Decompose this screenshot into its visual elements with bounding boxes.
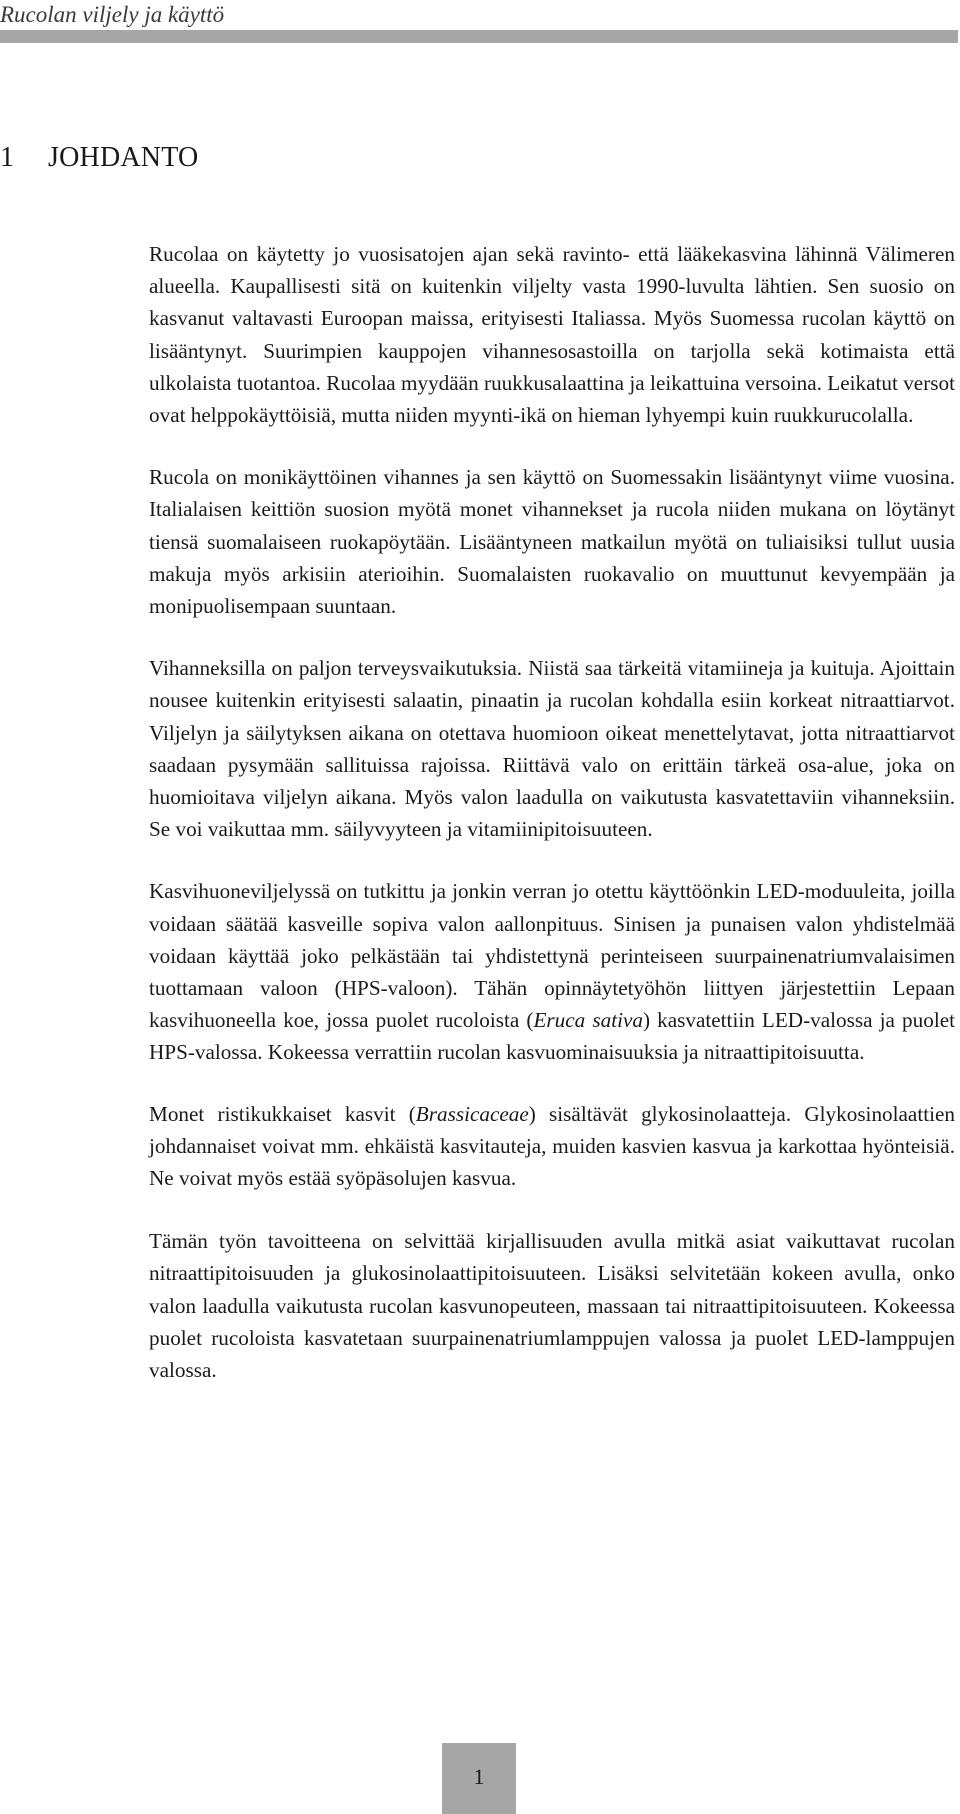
body-text bbox=[149, 238, 955, 1386]
page-number-box bbox=[442, 1743, 516, 1814]
paragraph-led-experiment bbox=[149, 875, 955, 1068]
chapter-number: 1 bbox=[0, 142, 15, 173]
chapter-title: JOHDANTO bbox=[48, 142, 199, 173]
chapter-heading bbox=[0, 140, 198, 176]
paragraph-text: Kasvihuoneviljelyssä on tutkittu ja jonkin verran jo otettu käyttöönkin LED-moduuleita, joilla voidaan säätää kasveille sopiva valon aallonpituus. Sinisen ja punaisen valon yhdistelmää voidaan käyttää joko pelkästään tai yhdistettynä perinteiseen suurpainenatriumvalaisimen tuottamaan valoon (HPS-valoon). Tähän opinnäytetyöhön liittyen järjestettiin Lepaan kasvihuoneella koe, jossa puolet rucoloista ( bbox=[149, 879, 955, 1033]
paragraph-glucosinolates bbox=[149, 1098, 955, 1195]
header-rule bbox=[0, 30, 958, 43]
species-name: Eruca sativa bbox=[533, 1008, 643, 1033]
paragraph-text: ) sisältävät glykosinolaatteja. Glykosinolaattien johdannaiset voivat mm. ehkäistä kasvitauteja, muiden kasvien kasvua ja karkottaa hyönteisiä. Ne voivat myös estää syöpäsolujen kasvua. bbox=[149, 1101, 955, 1191]
paragraph-introduction: Rucolaa on käytetty jo vuosisatojen ajan sekä ravinto- että lääkekasvina lähinnä Välimeren alueella. Kaupallisesti sitä on kuitenkin viljelty vasta 1990-luvulta lähtien. Sen suosio on kasvanut valtavasti Euroopan maissa, erityisesti Italiassa. Myös Suomessa rucolan käyttö on lisääntynyt. Suurimpien kauppojen vihannesosastoilla on tarjolla sekä kotimaista että ulkolaista tuotantoa. Rucolaa myydään ruukkusalaattina ja leikattuina versoina. Leikatut versot ovat helppokäyttöisiä, mutta niiden myynti-ikä on hieman lyhyempi kuin ruukkurucolalla. bbox=[149, 242, 955, 428]
paragraph-health: Vihanneksilla on paljon terveysvaikutuksia. Niistä saa tärkeitä vitamiineja ja kuituja. Ajoittain nousee kuitenkin erityisesti salaatin, pinaatin ja rucolan kohdalla esiin korkeat nitraattiarvot. Viljelyn ja säilytyksen aikana on otettava huomioon oikeat menettelytavat, jotta nitraattiarvot saadaan pysymään sallituissa rajoissa. Riittävä valo on erittäin tärkeä osa-alue, joka on huomioitava viljelyn aikana. Myös valon laadulla on vaikutusta kasvatettaviin vihanneksiin. Se voi vaikuttaa mm. säilyvyyteen ja vitamiinipitoisuuteen. bbox=[149, 656, 955, 842]
paragraph-usage: Rucola on monikäyttöinen vihannes ja sen käyttö on Suomessakin lisääntynyt viime vuosina. Italialaisen keittiön suosion myötä monet vihannekset ja rucola niiden mukana on löytänyt tiensä suomalaiseen ruokapöytään. Lisääntyneen matkailun myötä on tuliaisiksi tullut uusia makuja myös arkisiin aterioihin. Suomalaisten ruokavalio on muuttunut kevyempään ja monipuolisempaan suuntaan. bbox=[149, 465, 955, 619]
paragraph-text: ) kasvatettiin LED-valossa ja puolet HPS-valossa. Kokeessa verrattiin rucolan kasvuominaisuuksia ja nitraattipitoisuutta. bbox=[149, 1008, 955, 1065]
paragraph-text: Monet ristikukkaiset kasvit ( bbox=[149, 1101, 416, 1126]
paragraph-objective: Tämän työn tavoitteena on selvittää kirjallisuuden avulla mitkä asiat vaikuttavat rucolan nitraattipitoisuuden ja glukosinolaattipitoisuuteen. Lisäksi selvitetään kokeen avulla, onko valon laadulla vaikutusta rucolan kasvunopeuteen, massaan tai nitraattipitoisuuteen. Kokeessa puolet rucoloista kasvatetaan suurpainenatriumlamppujen valossa ja puolet LED-lamppujen valossa. bbox=[149, 1229, 955, 1383]
family-name: Brassicaceae bbox=[415, 1101, 529, 1126]
running-header-title: Rucolan viljely ja käyttö bbox=[0, 2, 225, 27]
page-number: 1 bbox=[473, 1764, 485, 1789]
